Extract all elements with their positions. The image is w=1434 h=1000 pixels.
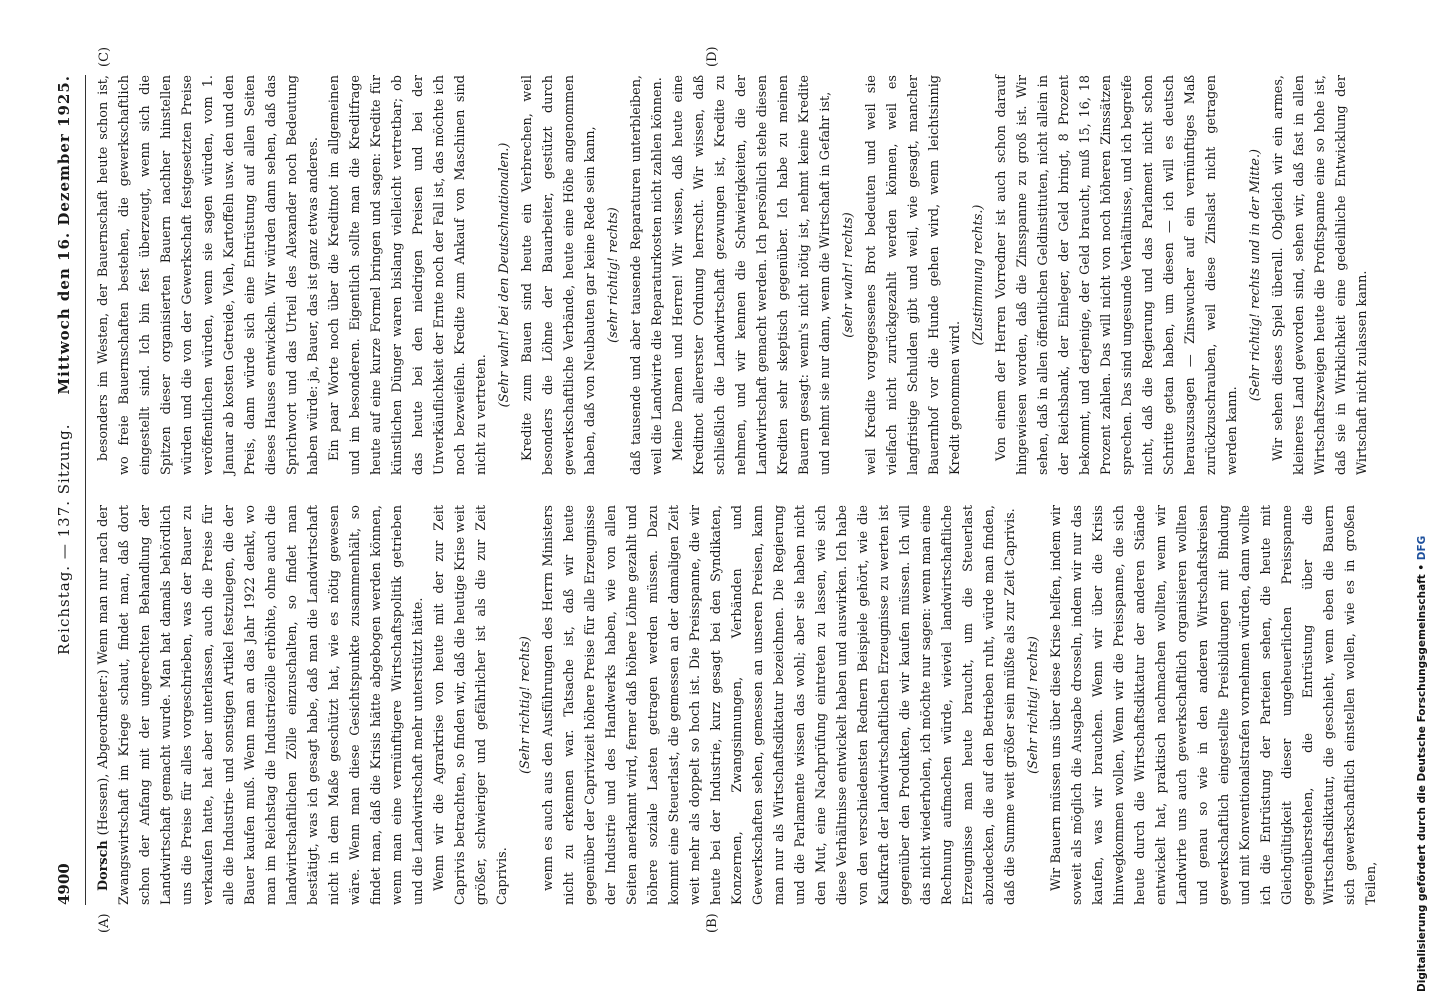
paragraph-text: (sehr wahr! rechts) [841, 212, 856, 338]
paragraph-text: wenn es auch aus den Ausführungen des Herrn Ministers nicht zu erkennen war. Tatsache ist, daß wir heute gegenüber der Caprivizeit höhere Preise für alle Erzeugnisse der Industrie und des Handwerks haben, wie von allen Seiten anerkannt wird, ferner daß höhere Löhne gezahlt und höhere soziale Lasten getragen werden müssen. Dazu kommt eine Steuerlast, die gemessen an der damaligen Zeit weit mehr als doppelt so hoch ist. Die Preisspanne, die wir heute bei der Industrie, kurz gesagt bei den Syndikaten, Konzernen, Zwangsinnungen, Verbänden und Gewerkschaften sehen, gemessen an unseren Preisen, kann man nur als Wirtschaftsdiktatur bezeichnen. Die Regierung und die Parlamente wissen das wohl; aber sie haben nicht den Mut, eine Nachprüfung eintreten zu lassen, wie sich diese Verhältnisse entwickelt haben und auswirken. Ich habe von den verschiedensten Rednern Beispiele gehört, wie die Kaufkraft der landwirtschaftlichen Erzeugnisse zu werten ist gegenüber den Produkten, die wir kaufen müssen. Ich will das nicht wiederholen, ich möchte nur sagen: wenn man eine Rechnung aufmachen würde, wieviel landwirtschaftliche Erzeugnisse man heute braucht, um die Steuerlast abzudecken, die auf den Betrieben ruht, würde man finden, daß die Summe weit größer sein müßte als zur Zeit Caprivis. [541, 505, 1018, 905]
margin-marker-b: (B) [705, 913, 720, 933]
interjection [515, 505, 536, 905]
paragraph-text: (sehr richtig! rechts) [606, 207, 621, 343]
paragraph-text: Wir sehen dieses Spiel überall. Obgleich wir ein armes, kleineres Land geworden sind, sehen wir, daß fast in allen Wirtschaftszweigen heute die Profitspanne eine so hohe ist, daß sie in Wirklichkeit eine gedeihliche Entwicklung der Wirtschaft nicht zulassen kann. [1271, 75, 1370, 475]
margin-marker-a: (A) [97, 913, 112, 933]
paragraph [1046, 505, 1382, 905]
paragraph [93, 505, 429, 905]
margin-marker-d: (D) [705, 46, 720, 67]
paragraph-text: Kredite zum Bauen sind heute ein Verbrechen, weil besonders die Löhne der Bauarbeiter, gestützt durch gewerkschaftliche Verbände, heute eine Höhe angenommen haben, daß von Neubauten gar keine Rede sein kann, [520, 75, 598, 475]
paragraph [429, 505, 513, 905]
dfg-logo: DFG [1416, 535, 1428, 561]
paragraph-text: Von einem der Herren Vorredner ist auch schon darauf hingewiesen worden, daß die Zinsspanne zu groß ist. Wir sehen, daß in allen öffentlichen Geldinstituten, nicht allein in der Reichsbank, der Einleger, der Geld bringt, 8 Prozent bekommt, und derjenige, der Geld braucht, muß 15, 16, 18 Prozent zahlen. Das will nicht von noch höheren Zinssätzen sprechen. Das sind ungesunde Verhältnisse, und ich begreife nicht, daß die Regierung und das Parlament nicht schon Schritte getan haben, um diesen — ich will es deutsch herauszusagen — Zinswucher auf ein vernünftiges Maß zurückzuschrauben, weil diese Zinslast nicht getragen werden kann. [994, 75, 1240, 475]
paragraph-text: (Sehr richtig! rechts) [518, 636, 533, 774]
paragraph [324, 75, 492, 475]
dfg-sidebar: Digitalisierung gefördert durch die Deutsche Forschungsgemeinschaft • DFG [1416, 535, 1428, 992]
interjection [1023, 505, 1044, 905]
paragraph [538, 505, 1021, 905]
paragraph-text: (Sehr richtig! rechts) [1026, 636, 1041, 774]
interjection [1245, 75, 1266, 475]
paragraph-text: (Hessen), Abgeordneter:) Wenn man nur nach der Zwangswirtschaft im Kriege schaut, findet man, daß dort schon der Anfang mit der ungerechten Behandlung der Landwirtschaft gemacht wurde. Man hat damals behördlich uns die Preise für alles vorgeschrieben, was der Bauer zu verkaufen hatte, hat aber unterlassen, auch die Preise für alle die Industrie- und sonstigen Artikel festzulegen, die der Bauer kaufen muß. Wenn man an das Jahr 1922 denkt, wo man im Reichstag die Industriezölle erhöhte, ohne auch die landwirtschaftlichen Zölle einzuschalten, so findet man bestätigt, was ich gesagt habe, daß man die Landwirtschaft nicht in dem Maße geschützt hat, wie es nötig gewesen wäre. Wenn man diese Gesichtspunkte zusammenhält, so findet man, daß die Krisis hätte abgebogen werden können, wenn man eine vernünftigere Wirtschaftspolitik getrieben und die Landwirtschaft mehr unterstützt hätte. [96, 505, 426, 905]
paragraph-text: Meine Damen und Herren! Wir wissen, daß heute eine Kreditnot allererster Ordnung herrscht. Wir wissen, daß schließlich die Landwirtschaft gezwungen ist, Kredite zu nehmen, und wir kennen die Schwierigkeiten, die der Landwirtschaft gemacht werden. Ich persönlich stehe diesen Krediten sehr skeptisch gegenüber. Ich habe zu meinen Bauern gesagt: wenn's nicht nötig ist, nehmt keine Kredite und nehmt sie nur dann, wenn die Wirtschaft in Gefahr ist, [671, 75, 833, 475]
interjection [494, 75, 515, 475]
paragraph-text: daß tausende und aber tausende Reparaturen unterbleiben, weil die Landwirte die Reparaturkosten nicht zahlen können. [629, 75, 665, 475]
interjection [603, 75, 624, 475]
page-header [45, 75, 85, 905]
funding-note: Digitalisierung gefördert durch die Deutsche Forschungsgemeinschaft [1416, 574, 1428, 992]
paragraph-text: Wir Bauern müssen uns über diese Krise helfen, indem wir soweit als möglich die Ausgabe drosseln, indem wir nur das kaufen, was wir brauchen. Wenn wir über die Krisis hinwegkommen wollen, Wenn wir die Preisspanne, die sich heute durch die Wirtschaftsdiktatur der anderen Stände entwickelt hat, praktisch nachmachen wollten, wenn wir Landwirte uns auch gewerkschaftlich organisieren wollten und genau so wie in den anderen Wirtschaftskreisen gewerkschaftlich eingestellte Preisbildungen mit Bindung und mit Konventionalstrafen vornehmen würden, dann wollte ich die Entrüstung der Parteien sehen, die heute mit Gleichgültigkeit dieser ungeheuerlichen Preisspanne gegenüberstehen, die Entrüstung über die Wirtschaftsdiktatur, die geschieht, wenn eben die Bauern sich gewerkschaftlich einstellen wollen, wie es in großen Teilen, [1049, 505, 1379, 905]
paragraph-text: weil Kredite vorgegessenes Brot bedeuten und weil sie vielfach nicht zurückgezahlt werden können, weil es langfristige Schulden gibt und weil, wie gesagt, mancher Bauernhof vor die Hunde gehen wird, wenn leichtsinnig Kredit genommen wird. [864, 75, 963, 475]
session-date: Mittwoch den 16. Dezember 1925. [55, 75, 73, 395]
paragraph [668, 75, 836, 475]
right-column [93, 75, 1370, 475]
paragraph [517, 75, 601, 475]
paragraph [1268, 75, 1373, 475]
paragraph [861, 75, 966, 475]
paragraph-text: Ein paar Worte noch über die Kreditnot im allgemeinen und im besonderen. Eigentlich sollte man die Kreditfrage heute auf eine kurze Formel bringen und sagen: Kredite für künstlichen Dünger waren bislang vielleicht vertretbar; ob das heute bei den niedrigen Preisen und bei der Unverkäuflichkeit der Ernte noch der Fall ist, das möchte ich noch bezweifeln. Kredite zum Ankauf von Maschinen sind nicht zu vertreten. [327, 75, 489, 475]
session-title: Reichstag. — 137. Sitzung. [55, 423, 73, 655]
left-column [93, 505, 1379, 905]
paragraph [626, 75, 668, 475]
paragraph [991, 75, 1243, 475]
scanned-page [45, 46, 1379, 933]
paragraph-text: (Sehr richtig! rechts und in der Mitte.) [1248, 148, 1263, 402]
header-rule [85, 75, 86, 905]
speaker-name: Dorsch [96, 840, 111, 891]
margin-marker-c: (C) [97, 46, 112, 67]
interjection [838, 75, 859, 475]
paragraph-text: (Sehr wahr! bei den Deutschnationalen.) [497, 142, 512, 408]
paragraph-text: Wenn wir die Agrarkrise von heute mit der zur Zeit Caprivis betrachten, so finden wir, daß die heutige Krise weit größer, schwieriger und gefährlicher ist als die zur Zeit Caprivis. [432, 505, 510, 905]
page-number: 4900 [55, 863, 73, 905]
paragraph-text: (Zustimmung rechts.) [971, 204, 986, 346]
paragraph-text: besonders im Westen, der Bauernschaft heute schon ist, wo freie Bauernschaften bestehen, die gewerkschaftlich eingestellt sind. Ich bin fest überzeugt, wenn sich die Spitzen dieser organisierten Bauern nachher hinstellen würden und die von der Gewerkschaft festgesetzten Preise veröffentlichen würden, wenn sie sagen würden, vom 1. Januar ab kosten Getreide, Vieh, Kartoffeln usw. den und den Preis, dann würde sich eine Entrüstung auf allen Seiten dieses Hauses entwickeln. Wir würden dann sehen, daß das Sprichwort und das Urteil des Alexander noch Bedeutung haben würde: ja, Bauer, das ist ganz etwas anderes. [96, 75, 321, 475]
interjection [968, 75, 989, 475]
paragraph [93, 75, 324, 475]
